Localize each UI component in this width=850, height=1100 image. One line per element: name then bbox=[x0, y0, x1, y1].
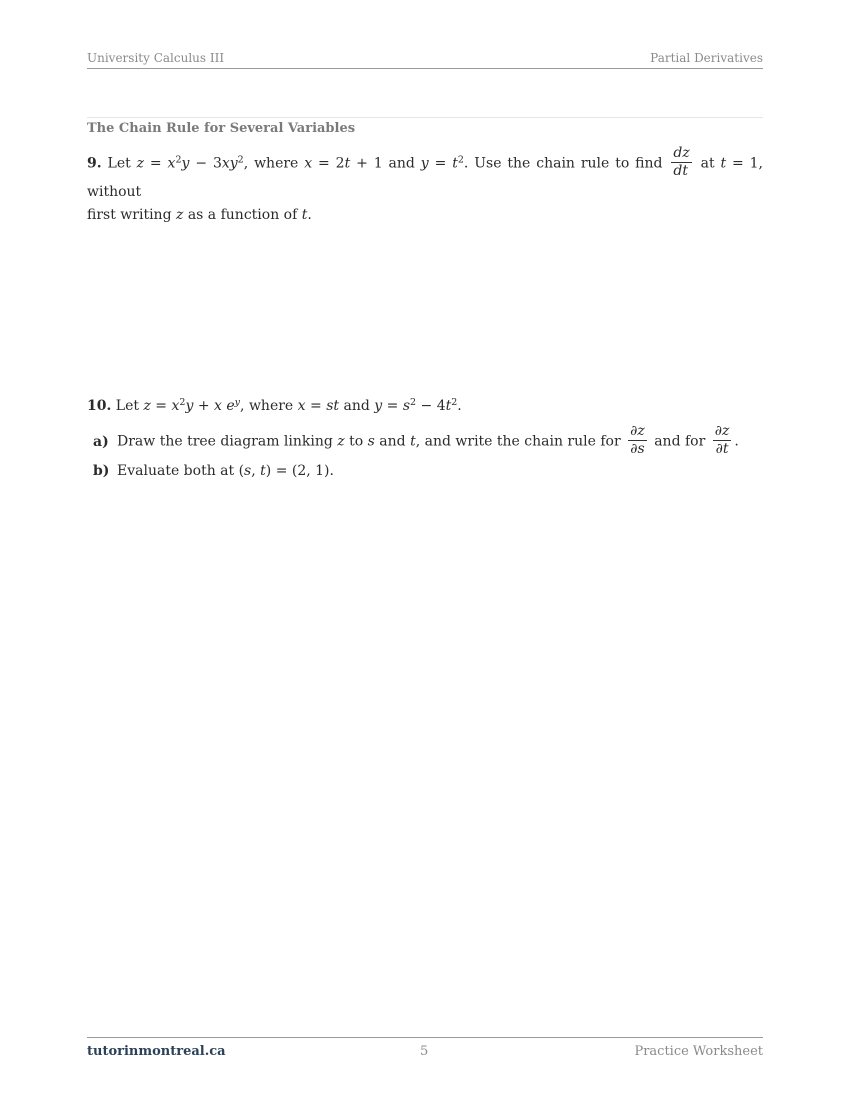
page-number: 5 bbox=[420, 1044, 429, 1059]
section-divider bbox=[87, 117, 763, 118]
page-footer bbox=[87, 1037, 763, 1058]
course-title: University Calculus III bbox=[87, 51, 225, 65]
dz-dt-fraction: $\frac{dz}{dt}$ bbox=[673, 145, 690, 179]
problem-9: 9. Let $z = x^2y - 3xy^2$, where x = 2t + 1 and $y = t^2$. Use the chain rule to find $\frac{dz}{dt}$ at t = 1, without first writing z as a function of t. bbox=[87, 145, 764, 223]
footer-label: Practice Worksheet bbox=[634, 1044, 763, 1059]
problem-10: 10. Let $z = x^2y + x$ $e^y$, where x = st and $y = s^2 - 4t^2$. bbox=[87, 397, 462, 414]
part-b-label: b) bbox=[93, 463, 110, 479]
topic-title: Partial Derivatives bbox=[650, 51, 763, 65]
section-title: The Chain Rule for Several Variables bbox=[87, 121, 356, 136]
problem-9-number: 9. bbox=[87, 155, 102, 172]
problem-10-number: 10. bbox=[87, 398, 112, 414]
footer-site-link[interactable]: tutorinmontreal.ca bbox=[87, 1044, 226, 1059]
part-a-label: a) bbox=[93, 433, 109, 450]
problem-10-part-a: a) Draw the tree diagram linking z to s and t, and write the chain rule for $\frac{\partial z}{\partial s}$ and for $\frac{\partial z}{\partial t}$ . bbox=[93, 423, 739, 457]
dz-dt-partial-fraction: $\frac{\partial z}{\partial t}$ bbox=[714, 423, 730, 457]
dz-ds-fraction: $\frac{\partial z}{\partial s}$ bbox=[630, 423, 645, 457]
problem-10-part-b: b) Evaluate both at (s, t) = (2, 1). bbox=[93, 460, 763, 483]
page-header bbox=[87, 51, 763, 69]
